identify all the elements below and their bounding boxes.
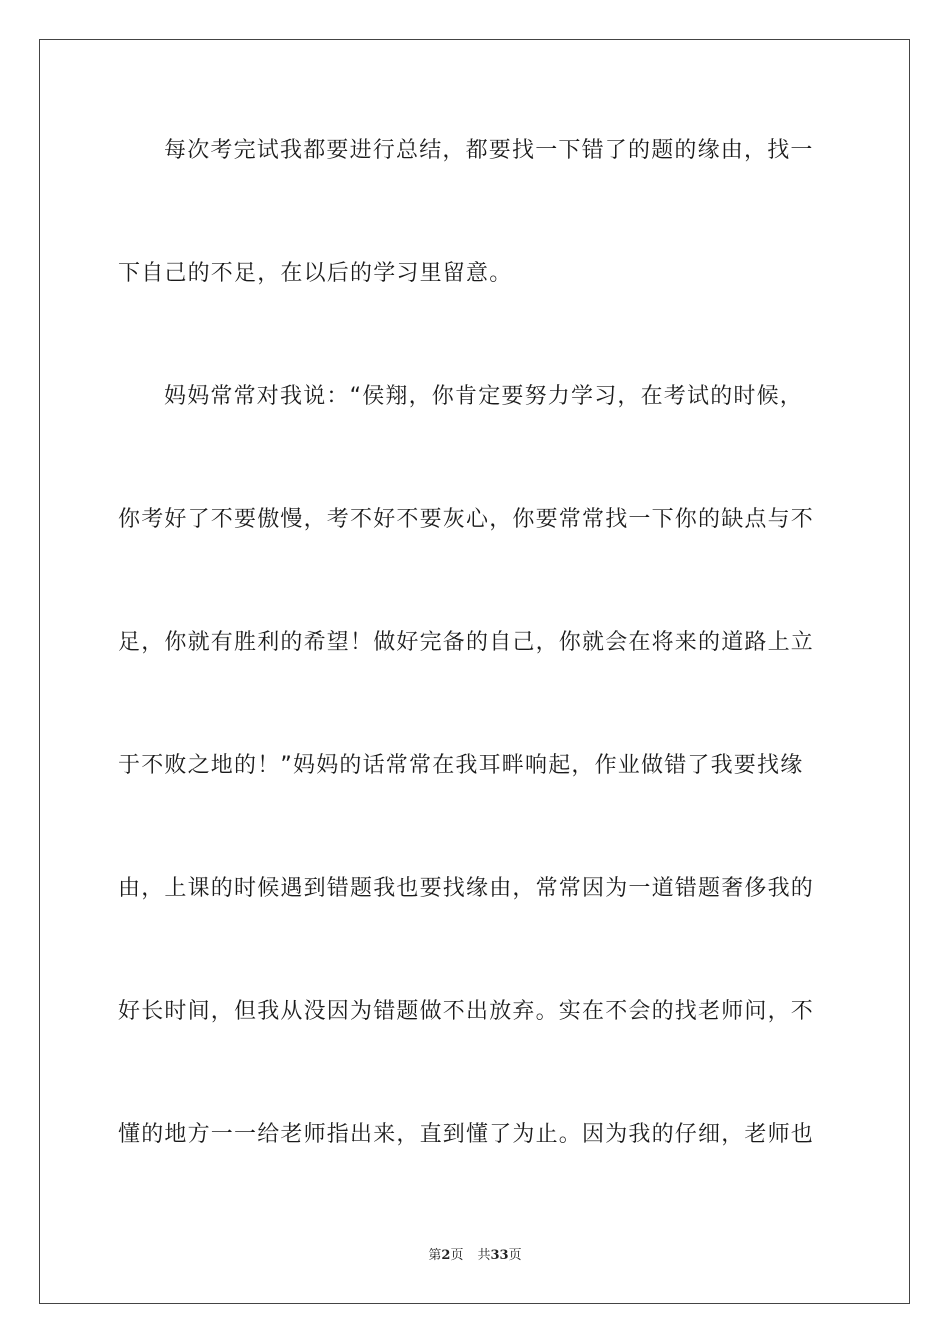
total-pages: 33 [490, 1248, 509, 1263]
paragraph-1-line-2: 下自己的不足，在以后的学习里留意。 [118, 261, 513, 286]
page-border [39, 39, 910, 1304]
paragraph-2-line-3: 足，你就有胜利的希望！做好完备的自己，你就会在将来的道路上立 [118, 630, 815, 655]
page-footer [0, 1247, 950, 1265]
paragraph-2-line-4: 于不败之地的！”妈妈的话常常在我耳畔响起，作业做错了我要找缘 [118, 753, 804, 778]
paragraph-2-line-5: 由，上课的时候遇到错题我也要找缘由，常常因为一道错题奢侈我的 [118, 876, 815, 901]
page-prefix: 第 [428, 1248, 442, 1263]
total-unit: 页 [508, 1248, 522, 1263]
paragraph-1-line-1: 每次考完试我都要进行总结，都要找一下错了的题的缘由，找一 [164, 138, 814, 163]
paragraph-2-line-6: 好长时间，但我从没因为错题做不出放弃。实在不会的找老师问，不 [118, 999, 815, 1024]
total-prefix: 共 [477, 1248, 491, 1263]
paragraph-2-line-7: 懂的地方一一给老师指出来，直到懂了为止。因为我的仔细，老师也 [118, 1122, 815, 1147]
paragraph-2-line-1: 妈妈常常对我说：“侯翔，你肯定要努力学习，在考试的时候， [164, 384, 803, 409]
paragraph-2-line-2: 你考好了不要傲慢，考不好不要灰心，你要常常找一下你的缺点与不 [118, 507, 815, 532]
page-unit: 页 [450, 1248, 464, 1263]
page-number: 2 [441, 1248, 451, 1263]
